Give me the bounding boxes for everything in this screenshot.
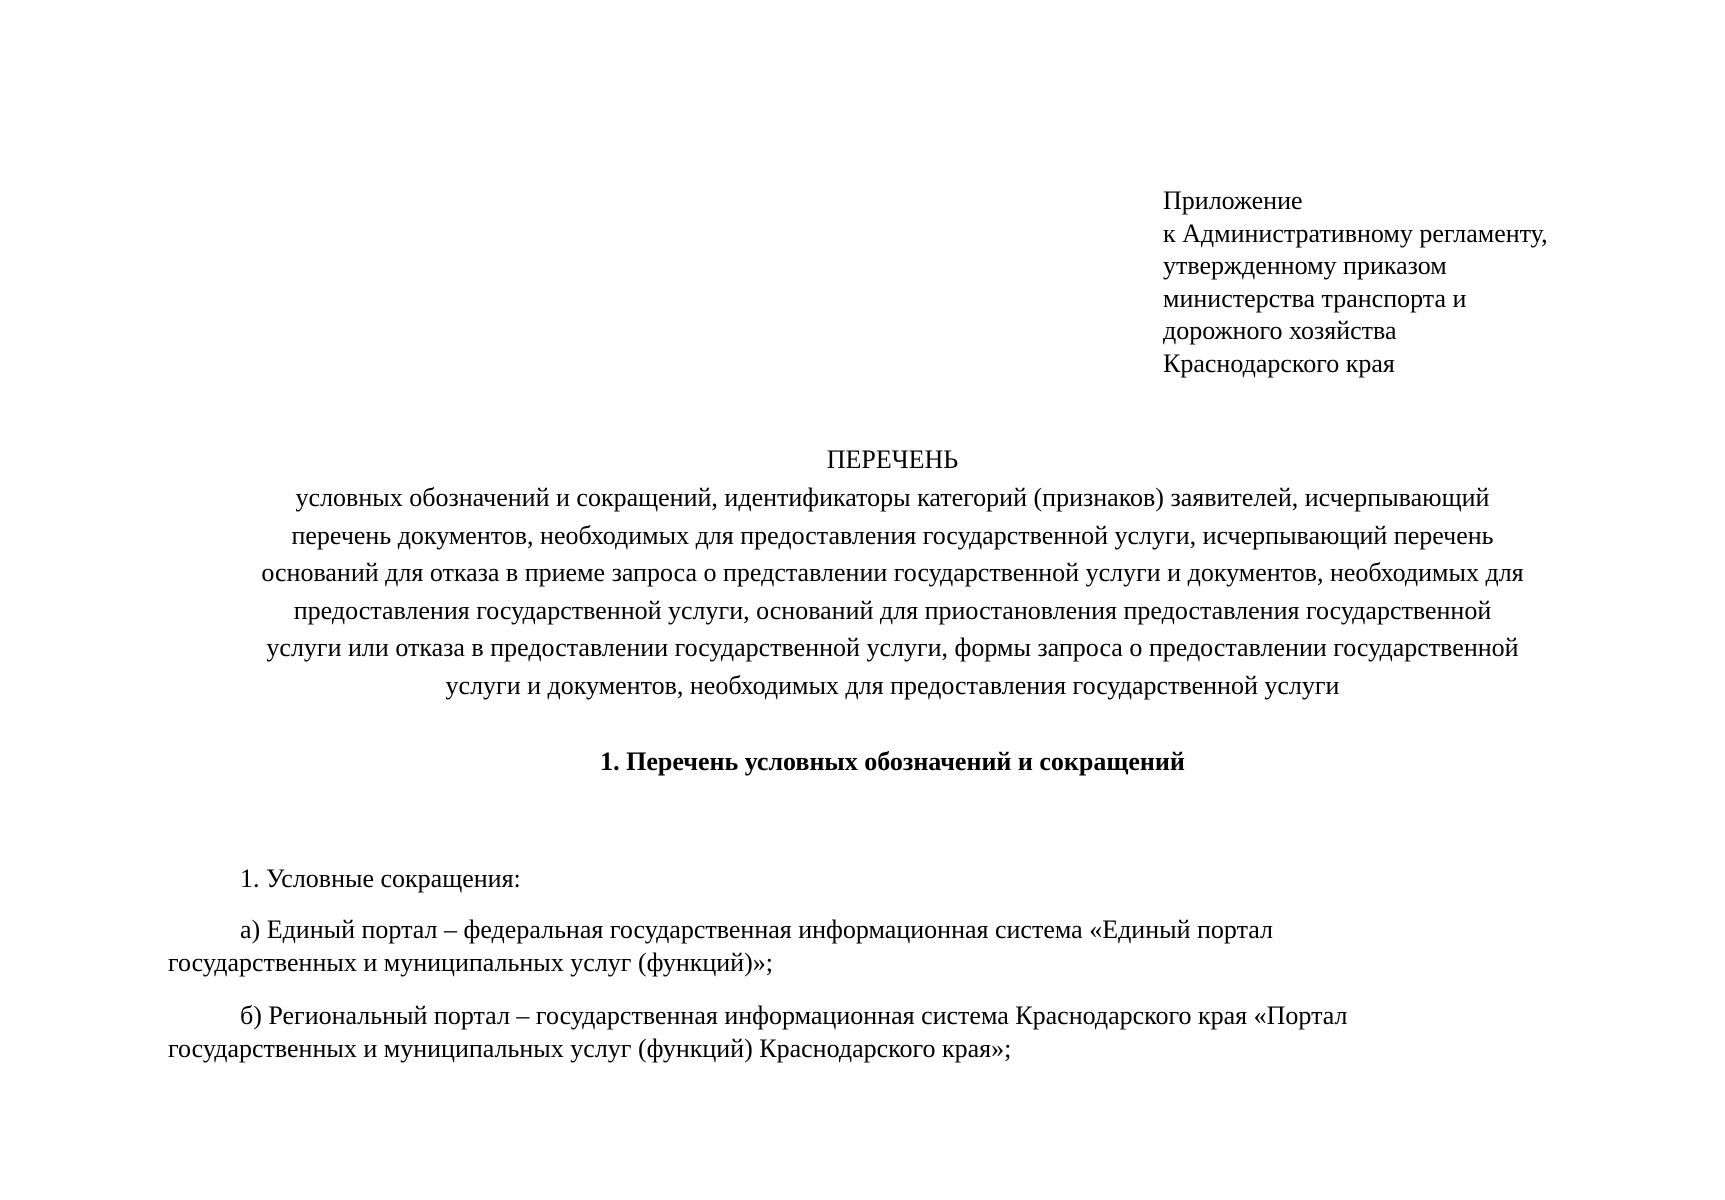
paragraph-line: б) Региональный портал – государственная информационная система Краснодарского края «Портал — [240, 1001, 1348, 1030]
appendix-line: утвержденному приказом — [1163, 251, 1447, 281]
paragraph-abbreviations — [168, 863, 521, 896]
appendix-line: к Административному регламенту, — [1163, 218, 1548, 248]
paragraph-line: а) Единый портал – федеральная государственная информационная система «Единый портал — [240, 915, 1274, 944]
subtitle-line: услуги и документов, необходимых для предоставления государственной услуги — [445, 670, 1340, 700]
paragraph-line: государственных и муниципальных услуг (функций)»; — [168, 947, 773, 977]
paragraph-line: 1. Условные сокращения: — [240, 864, 521, 893]
subtitle-line: предоставления государственной услуги, оснований для приостановления предоставления государственной — [293, 595, 1492, 625]
paragraph-regional-portal — [168, 1000, 1348, 1065]
section-heading: 1. Перечень условных обозначений и сокращений — [600, 747, 1185, 776]
paragraph-line: государственных и муниципальных услуг (функций) Краснодарского края»; — [168, 1033, 1012, 1063]
appendix-line: Приложение — [1163, 186, 1303, 215]
appendix-block — [1163, 185, 1548, 381]
paragraph-unified-portal — [168, 914, 1273, 979]
appendix-line: министерства транспорта и — [1163, 283, 1467, 313]
appendix-line: дорожного хозяйства — [1163, 316, 1397, 346]
document-title: ПЕРЕЧЕНЬ — [826, 445, 959, 474]
subtitle-line: перечень документов, необходимых для предоставления государственной услуги, исчерпывающий перечень — [291, 520, 1494, 550]
appendix-line: Краснодарского края — [1163, 348, 1395, 378]
subtitle-line: услуги или отказа в предоставлении государственной услуги, формы запроса о предоставлении государственной — [266, 633, 1519, 663]
document-subtitle — [0, 479, 1725, 705]
subtitle-line: условных обозначений и сокращений, идентификаторы категорий (признаков) заявителей, исчерпывающий — [295, 483, 1490, 512]
subtitle-line: оснований для отказа в приеме запроса о представлении государственной услуги и документов, необходимых для — [261, 558, 1524, 588]
